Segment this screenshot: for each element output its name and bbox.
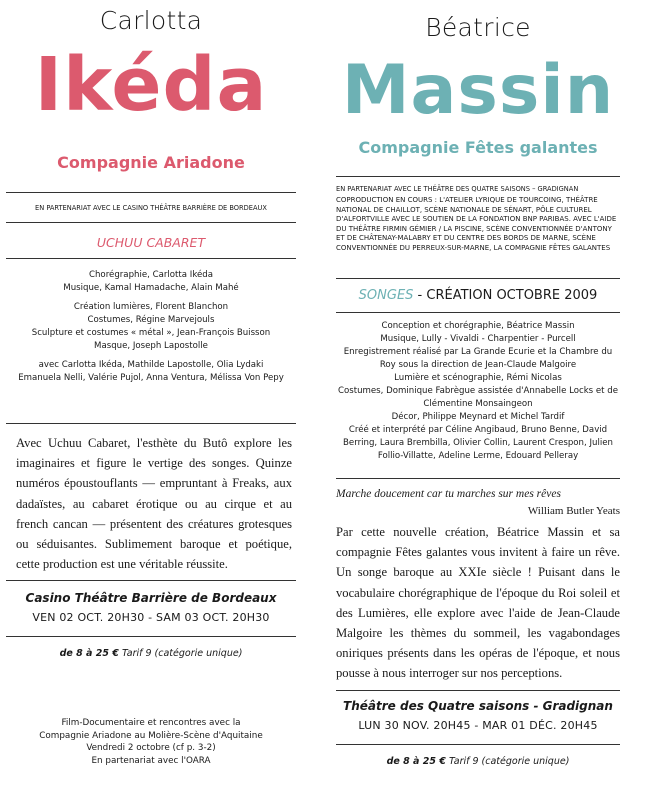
credit-line: Musique, Kamal Hamadache, Alain Mahé [63, 283, 239, 293]
right-show-sub: - CRÉATION OCTOBRE 2009 [413, 288, 598, 303]
right-company: Compagnie Fêtes galantes [358, 138, 598, 157]
divider [336, 278, 620, 279]
right-last-name: Massin [341, 51, 615, 130]
credit-line: Emanuela Nelli, Valérie Pujol, Anna Ventura, Mélissa Von Pepy [18, 373, 284, 383]
left-film-info [6, 717, 296, 767]
right-quote: Marche doucement car tu marches sur mes rêves [336, 488, 561, 500]
left-partner: EN PARTENARIAT AVEC LE CASINO THÉÂTRE BARRIÈRE DE BORDEAUX [35, 203, 267, 212]
left-tarif [6, 648, 296, 659]
divider [336, 176, 620, 177]
film-line: Compagnie Ariadone au Molière-Scène d'Aquitaine [39, 730, 263, 741]
right-venue: Théâtre des Quatre saisons - Gradignan [343, 699, 613, 713]
divider [6, 258, 296, 259]
credit-line: Costumes, Dominique Fabrègue assistée d'Annabelle Locks et de Clémentine Monsaingeon [337, 386, 619, 409]
credit-line: Chorégraphie, Carlotta Ikéda [88, 270, 214, 280]
credit-line: Enregistrement réalisé par La Grande Ecurie et la Chambre du Roy sous la direction de Jean-Claude Malgoire [343, 347, 613, 370]
left-venue: Casino Théâtre Barrière de Bordeaux [25, 591, 277, 605]
left-credits [6, 269, 296, 385]
left-tarif-price: de 8 à 25 € [59, 648, 119, 659]
credit-line: Conception et chorégraphie, Béatrice Massin [381, 321, 575, 331]
left-show-title: UCHUU CABARET [96, 235, 206, 250]
left-last-name: Ikéda [34, 42, 268, 128]
credit-line: Sculpture et costumes « métal », Jean-François Buisson [31, 328, 271, 338]
right-first-name: Béatrice [425, 13, 531, 42]
right-credits [336, 320, 620, 463]
film-line: Film-Documentaire et rencontres avec la [61, 718, 241, 728]
divider [6, 192, 296, 193]
credit-line: Créé et interprété par Céline Angibaud, Bruno Benne, David Berring, Laura Brembilla, Olivier Collin, Laurent Crespon, Julien Follio-Villatte, Adeline Lerme, Edouard Pelleray [343, 425, 613, 461]
right-coproduction: COPRODUCTION EN COURS : L'ATELIER LYRIQUE DE TOURCOING, THÉÂTRE NATIONAL DE CHAILLOT, SCÈNE NATIONALE DE SÉNART, PÔLE CULTUREL D'ALFORTVILLE AVEC LE SOUTIEN DE LA FONDATION BNP PARIBAS. AVEC L'AIDE DU THÉÂTRE FIRMIN GÉMIER / LA PISCINE, SCÈNE CONVENTIONNÉE D'ANTONY ET DE CHÂTENAY-MALABRY ET DU CENTRE DES BORDS DE MARNE, SCÈNE CONVENTIONNÉE DU PERREUX-SUR-MARNE, LA COMPAGNIE FÊTES GALANTES [336, 196, 617, 252]
right-tarif-price: de 8 à 25 € [386, 756, 446, 767]
right-partner: EN PARTENARIAT AVEC LE THÉÂTRE DES QUATRE SAISONS – GRADIGNAN [336, 184, 579, 193]
divider [336, 744, 620, 745]
left-tarif-rest: Tarif 9 (catégorie unique) [118, 648, 243, 659]
left-description: Avec Uchuu Cabaret, l'esthète du Butô explore les imaginaires et figure le vertige des songes. Quinze numéros époustouflants — empruntant à Freaks, aux dadaïstes, au cabaret érotique ou au cirque et au french cancan — présentent des créatures grotesques ou séduisantes. Sublimement baroque et poétique, cette production est une véritable réussite. [16, 436, 292, 572]
credit-line: Costumes, Régine Marvejouls [87, 315, 215, 325]
right-tarif [336, 756, 620, 767]
credit-line: Musique, Lully - Vivaldi - Charpentier - Purcell [380, 334, 576, 344]
film-line: Vendredi 2 octobre (cf p. 3-2) [86, 743, 216, 753]
right-show-title: SONGES [358, 288, 414, 303]
divider [6, 580, 296, 581]
film-line: En partenariat avec l'OARA [91, 755, 211, 766]
divider [6, 636, 296, 637]
divider [336, 312, 620, 313]
right-show-heading [336, 288, 620, 303]
credit-line: Masque, Joseph Lapostolle [94, 341, 208, 351]
left-company: Compagnie Ariadone [57, 153, 245, 172]
divider [336, 690, 620, 691]
credit-line: Lumière et scénographie, Rémi Nicolas [394, 373, 562, 383]
divider [6, 423, 296, 424]
right-dates: LUN 30 NOV. 20H45 - MAR 01 DÉC. 20H45 [358, 719, 598, 732]
divider [6, 222, 296, 223]
divider [336, 478, 620, 479]
right-tarif-rest: Tarif 9 (catégorie unique) [445, 756, 570, 767]
credit-line: Création lumières, Florent Blanchon [73, 302, 229, 312]
left-dates: VEN 02 OCT. 20H30 - SAM 03 OCT. 20H30 [32, 611, 270, 624]
credit-line: Décor, Philippe Meynard et Michel Tardif [391, 412, 565, 422]
right-quote-author: William Butler Yeats [527, 505, 620, 517]
credit-line: avec Carlotta Ikéda, Mathilde Lapostolle, Olia Lydaki [38, 360, 264, 370]
right-description: Par cette nouvelle création, Béatrice Massin et sa compagnie Fêtes galantes vous invitent à faire un rêve. Un songe baroque au XXIe siècle ! Puisant dans le vocabulaire chorégraphique de l'époque du Roi soleil et des Lumières, elle explore avec l'aide de Jean-Claude Malgoire les thèmes du sommeil, les vagabondages oniriques présents dans les opéras de l'époque, et nous pousse à nous interroger sur nos perceptions. [336, 525, 620, 681]
left-first-name: Carlotta [99, 6, 203, 35]
